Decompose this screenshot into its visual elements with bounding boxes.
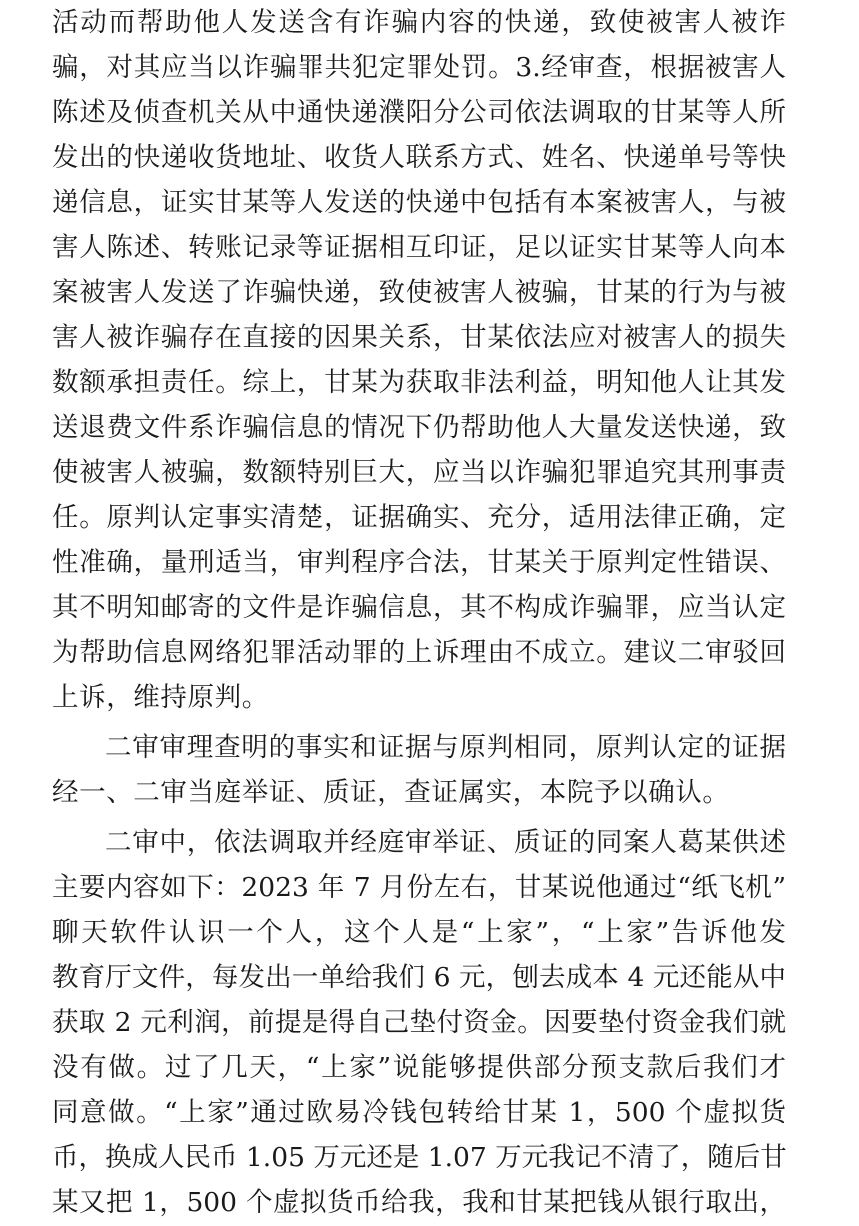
text-line: 陈述及侦查机关从中通快递濮阳分公司依法调取的甘某等人所 — [52, 97, 786, 128]
text-line: 币，换成人民币 1.05 万元还是 1.07 万元我记不清了，随后甘 — [52, 1142, 787, 1173]
text-line: 主要内容如下：2023 年 7 月份左右，甘某说他通过“纸飞机” — [52, 872, 786, 903]
text-line: 使被害人被骗，数额特别巨大，应当以诈骗犯罪追究其刑事责 — [52, 457, 786, 488]
text-line: 害人陈述、转账记录等证据相互印证，足以证实甘某等人向本 — [52, 232, 786, 263]
text-line-last: 上诉，维持原判。 — [52, 682, 269, 713]
text-line: 害人被诈骗存在直接的因果关系，甘某依法应对被害人的损失 — [52, 322, 786, 353]
text-line: 获取 2 元利润，前提是得自己垫付资金。因要垫付资金我们就 — [52, 1007, 786, 1038]
text-line-last: 经一、二审当庭举证、质证，查证属实，本院予以确认。 — [52, 777, 730, 808]
text-line: 案被害人发送了诈骗快递，致使被害人被骗，甘某的行为与被 — [52, 277, 786, 308]
text-line: 某又把 1，500 个虚拟货币给我，我和甘某把钱从银行取出， — [52, 1187, 786, 1218]
text-line: 聊天软件认识一个人，这个人是“上家”，“上家”告诉他发 — [52, 917, 786, 948]
text-line: 为帮助信息网络犯罪活动罪的上诉理由不成立。建议二审驳回 — [52, 637, 786, 668]
text-line: 性准确，量刑适当，审判程序合法，甘某关于原判定性错误、 — [52, 547, 786, 578]
text-line: 送退费文件系诈骗信息的情况下仍帮助他人大量发送快递，致 — [52, 412, 786, 443]
document-page — [52, 0, 797, 1226]
text-line: 骗，对其应当以诈骗罪共犯定罪处罚。3.经审查，根据被害人 — [52, 52, 786, 83]
text-line: 发出的快递收货地址、收货人联系方式、姓名、快递单号等快 — [52, 142, 786, 173]
text-line: 任。原判认定事实清楚，证据确实、充分，适用法律正确，定 — [52, 502, 786, 533]
text-line: 其不明知邮寄的文件是诈骗信息，其不构成诈骗罪，应当认定 — [52, 592, 786, 623]
paragraph-first-line: 二审审理查明的事实和证据与原判相同，原判认定的证据 — [105, 732, 786, 763]
text-line: 教育厅文件，每发出一单给我们 6 元，刨去成本 4 元还能从中 — [52, 962, 786, 993]
text-line: 活动而帮助他人发送含有诈骗内容的快递，致使被害人被诈 — [52, 7, 786, 38]
paragraph-first-line: 二审中，依法调取并经庭审举证、质证的同案人葛某供述 — [105, 827, 786, 858]
text-line: 没有做。过了几天，“上家”说能够提供部分预支款后我们才 — [52, 1052, 786, 1083]
text-line: 同意做。“上家”通过欧易冷钱包转给甘某 1，500 个虚拟货 — [52, 1097, 786, 1128]
text-line: 数额承担责任。综上，甘某为获取非法利益，明知他人让其发 — [52, 367, 786, 398]
text-line: 递信息，证实甘某等人发送的快递中包括有本案被害人，与被 — [52, 187, 786, 218]
